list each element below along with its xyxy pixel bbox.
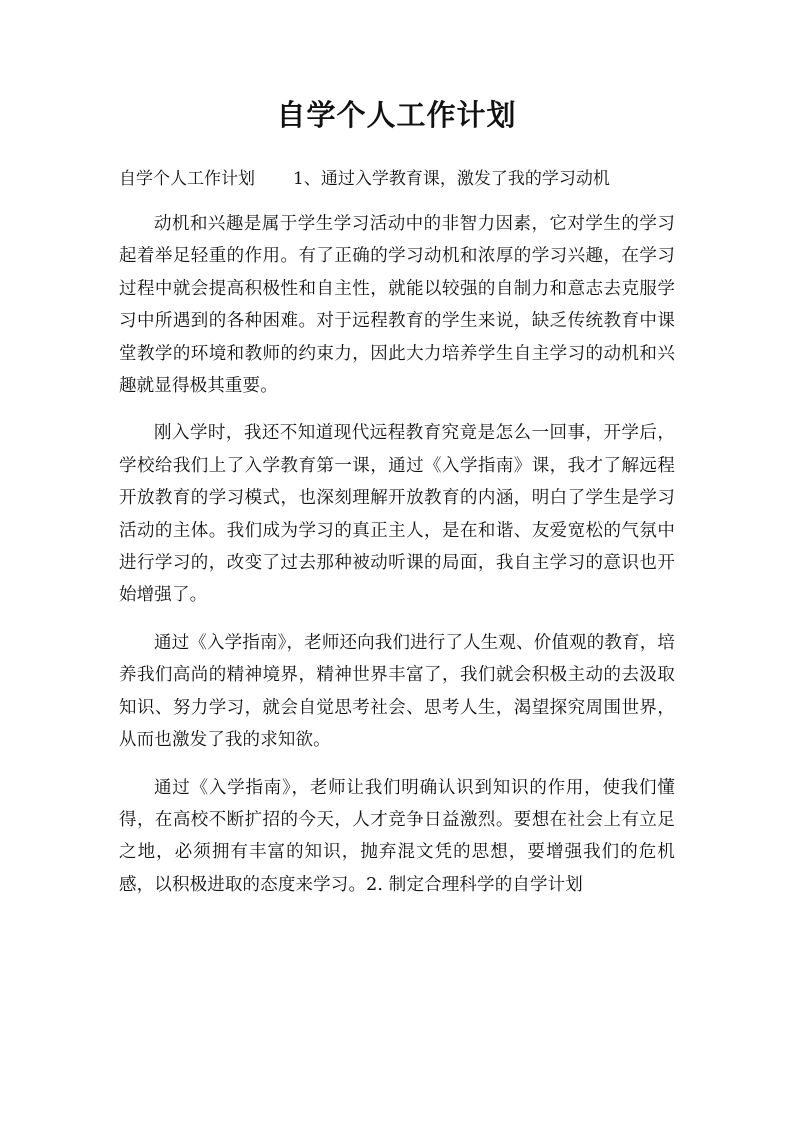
section-heading: 1、通过入学教育课，激发了我的学习动机: [293, 169, 610, 189]
paragraph: 通过《入学指南》，老师还向我们进行了人生观、价值观的教育，培养我们高尚的精神境界，精神世界丰富了，我们就会积极主动的去汲取知识、努力学习，就会自觉思考社会、思考人生，渴望探究周围世界，从而也激发了我的求知欲。: [119, 632, 675, 751]
document-title: 自学个人工作计划: [276, 98, 517, 132]
paragraph: 通过《入学指南》，老师让我们明确认识到知识的作用，使我们懂得，在高校不断扩招的今天，人才竞争日益激烈。要想在社会上有立足之地，必须拥有丰富的知识，抛弃混文凭的思想，要增强我们的危机感，以积极进取的态度来学习。2. 制定合理科学的自学计划: [119, 777, 675, 895]
lead-line: [119, 164, 610, 194]
document-body: [119, 208, 675, 916]
lead-label: 自学个人工作计划: [119, 169, 255, 189]
paragraph: 动机和兴趣是属于学生学习活动中的非智力因素，它对学生的学习起着举足轻重的作用。有了正确的学习动机和浓厚的学习兴趣，在学习过程中就会提高积极性和自主性，就能以较强的自制力和意志去克服学习中所遇到的各种困难。对于远程教育的学生来说，缺乏传统教育中课堂教学的环境和教师的约束力，因此大力培养学生自主学习的动机和兴趣就显得极其重要。: [119, 214, 675, 397]
paragraph: 刚入学时，我还不知道现代远程教育究竟是怎么一回事，开学后，学校给我们上了入学教育第一课，通过《入学指南》课，我才了解远程开放教育的学习模式，也深刻理解开放教育的内涵，明白了学生是学习活动的主体。我们成为学习的真正主人，是在和谐、友爱宽松的气氛中进行学习的，改变了过去那种被动听课的局面，我自主学习的意识也开始增强了。: [119, 423, 675, 606]
